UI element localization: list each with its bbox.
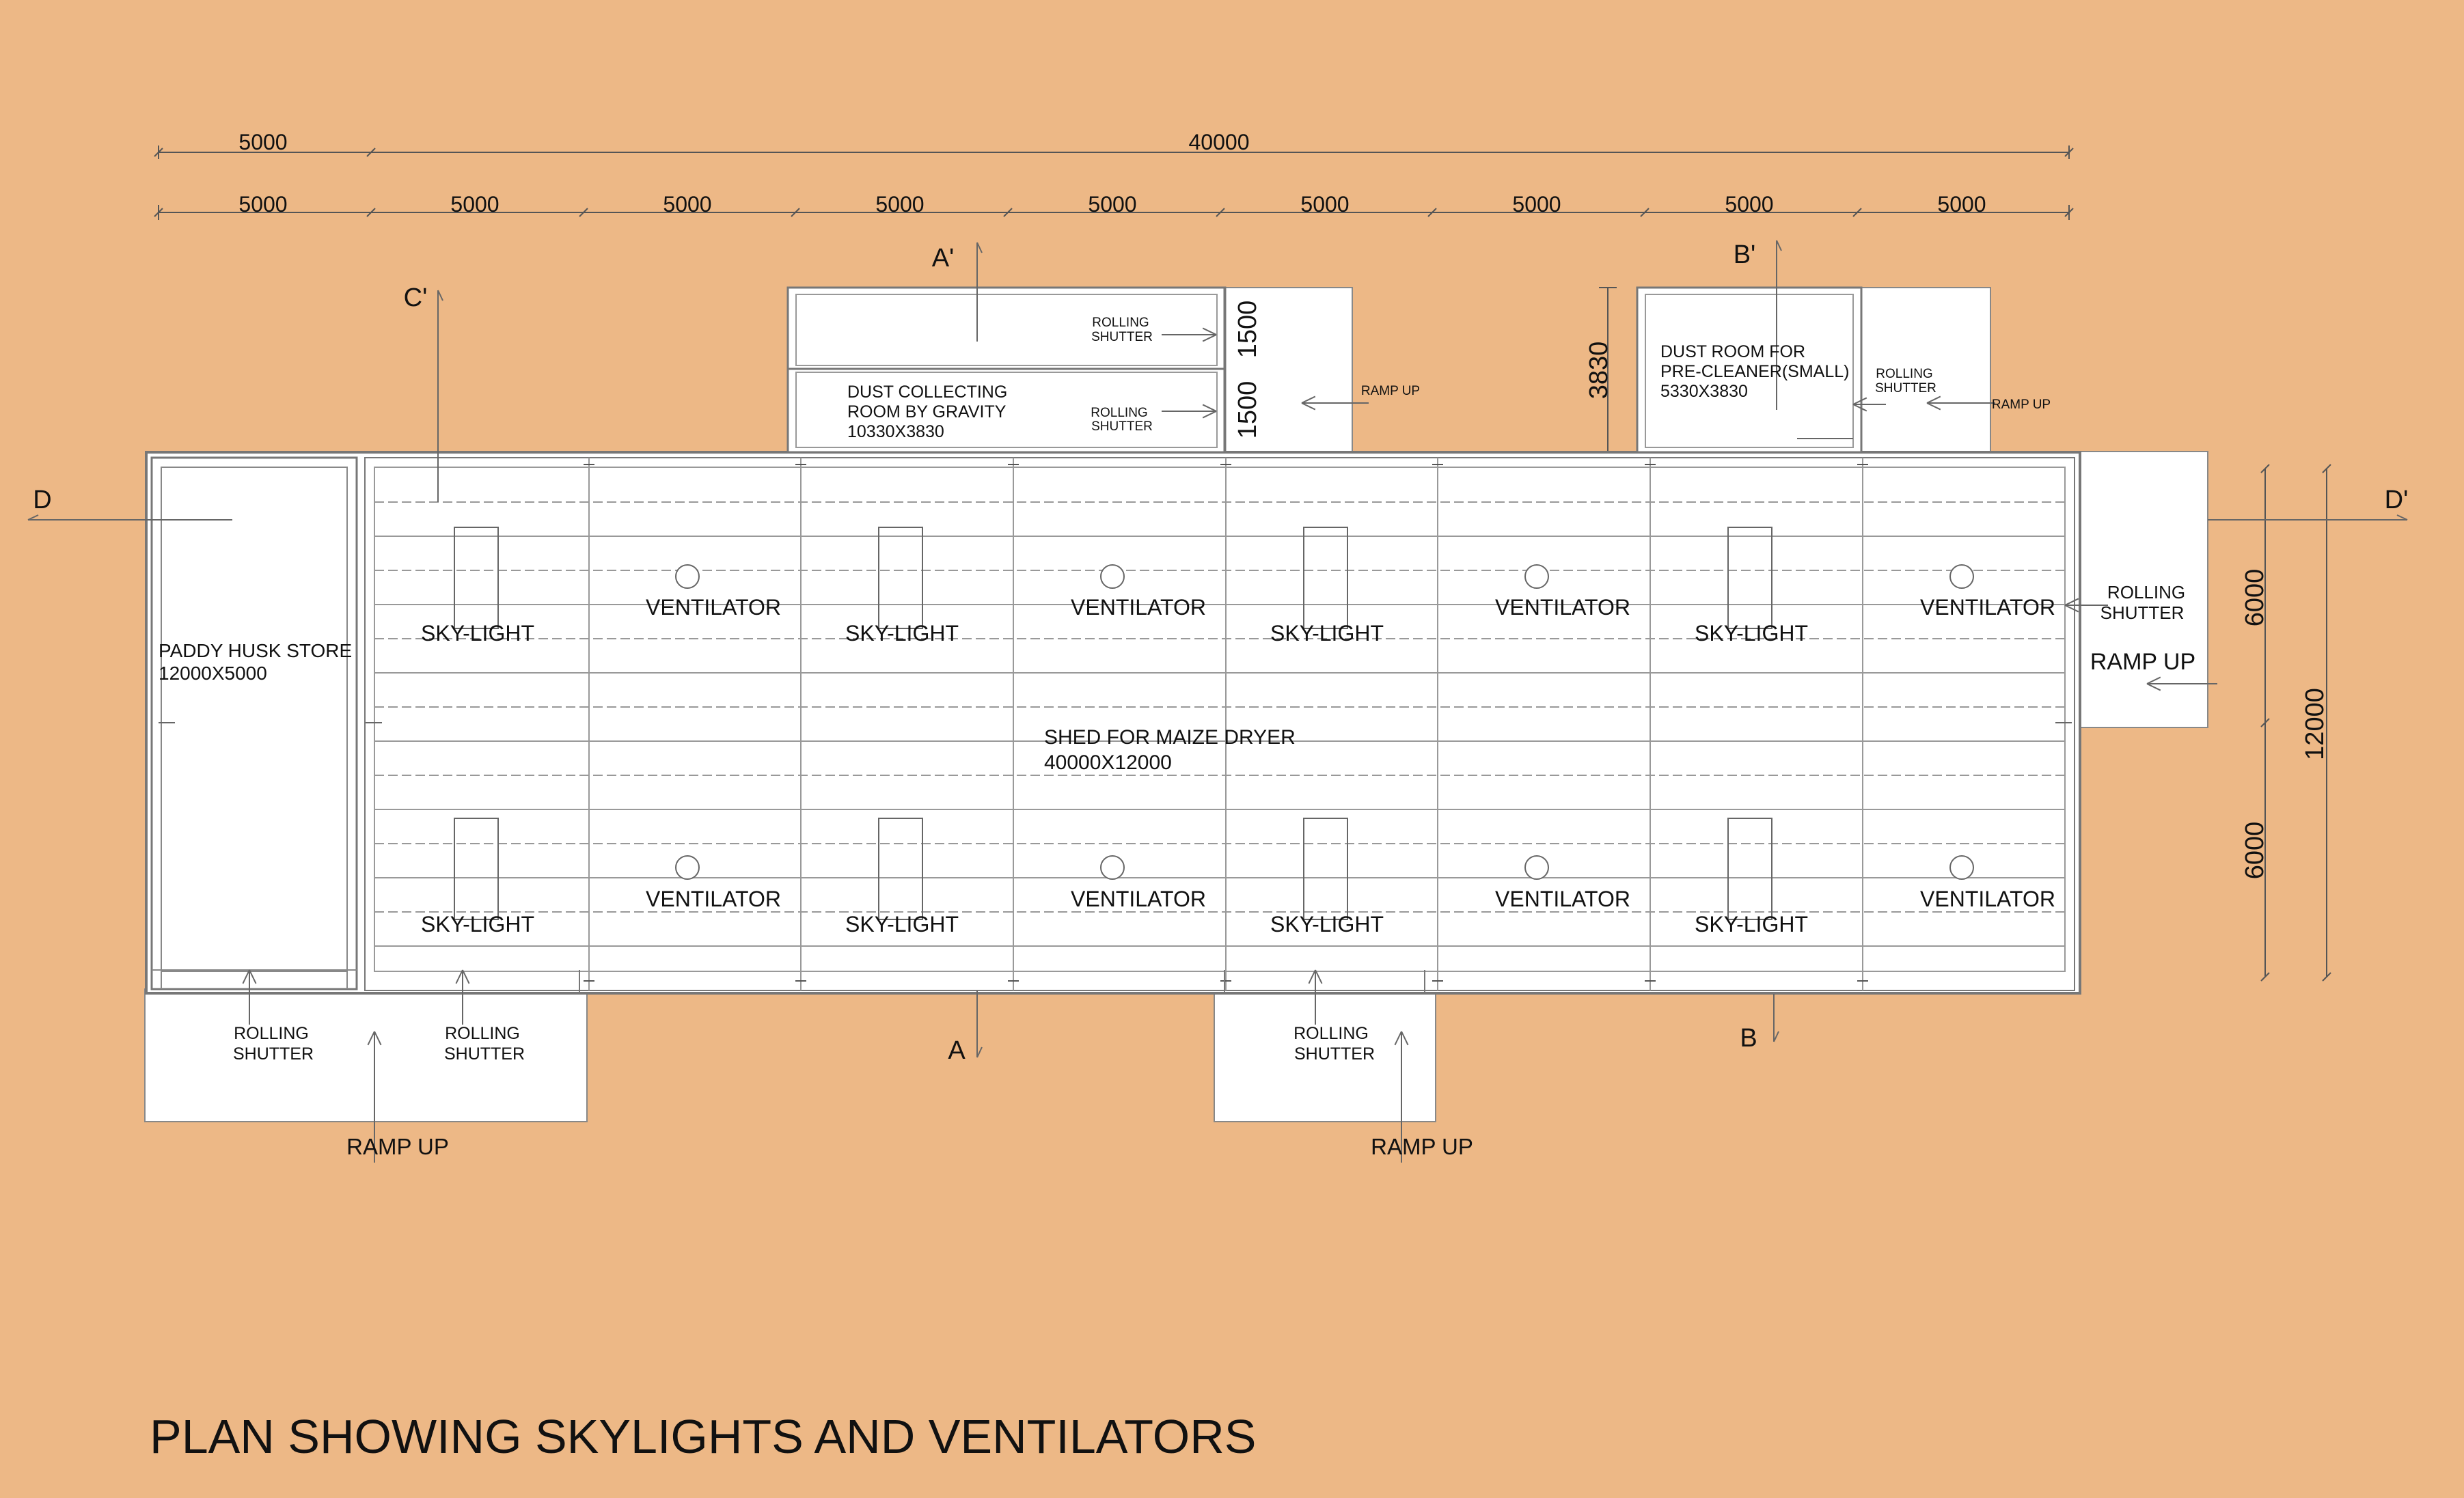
ramp-right-label: RAMP UP xyxy=(2090,649,2196,675)
dim-bay-2: 5000 xyxy=(450,192,499,217)
shutter-right-line1: ROLLING xyxy=(2107,582,2186,602)
section-d-left-tick xyxy=(28,515,38,520)
section-a-bottom-tick xyxy=(977,1047,982,1057)
section-b-bottom: B xyxy=(1740,1024,1757,1053)
dim-bay-9: 5000 xyxy=(1937,192,1986,217)
shutter-right-line2: SHUTTER xyxy=(2100,602,2185,623)
dim-overall-left: 5000 xyxy=(238,130,288,154)
section-b-top-tick xyxy=(1777,240,1781,251)
ventilator-label: VENTILATOR xyxy=(646,887,781,911)
ramp-dr-label: RAMP UP xyxy=(1991,398,2051,412)
ventilator xyxy=(1525,856,1548,879)
ventilator xyxy=(676,856,699,879)
paddy-store-name: PADDY HUSK STORE xyxy=(159,640,353,661)
dust-collecting-name-2: ROOM BY GRAVITY xyxy=(847,402,1007,421)
skylight-label: SKY-LIGHT xyxy=(1270,621,1384,646)
dim-bay-3: 5000 xyxy=(663,192,712,217)
ramp-dc-label: RAMP UP xyxy=(1360,384,1421,398)
drawing-title: PLAN SHOWING SKYLIGHTS AND VENTILATORS xyxy=(150,1410,1257,1463)
section-b-top: B' xyxy=(1733,240,1756,269)
ventilator-label: VENTILATOR xyxy=(1495,595,1630,620)
shutter-shed-left-line2: SHUTTER xyxy=(443,1044,525,1064)
dim-dust-row-1: 1500 xyxy=(1233,300,1262,359)
shutter-dc-1-line2: SHUTTER xyxy=(1091,330,1153,344)
dim-right-total: 12000 xyxy=(2301,688,2329,760)
ramp-left-label: RAMP UP xyxy=(346,1134,449,1159)
dim-right-lower: 6000 xyxy=(2241,821,2269,880)
shutter-paddy-line2: SHUTTER xyxy=(232,1044,314,1064)
ventilator-label: VENTILATOR xyxy=(1071,887,1206,911)
ventilator xyxy=(1950,565,1973,588)
ventilator xyxy=(1101,565,1124,588)
section-a-bottom: A xyxy=(948,1036,966,1065)
section-c-tick xyxy=(438,290,443,301)
shed-size: 40000X12000 xyxy=(1044,751,1172,774)
dim-bay-6: 5000 xyxy=(1300,192,1350,217)
ventilator-label: VENTILATOR xyxy=(1071,595,1206,620)
dim-overall-total: 40000 xyxy=(1188,130,1250,154)
paddy-husk-store-outline xyxy=(152,458,357,989)
dust-room-name-1: DUST ROOM FOR xyxy=(1660,342,1806,361)
ventilator xyxy=(1525,565,1548,588)
skylight-label: SKY-LIGHT xyxy=(1695,621,1808,646)
dim-dust-row-2: 1500 xyxy=(1233,380,1262,439)
skylight-label: SKY-LIGHT xyxy=(1270,912,1384,937)
skylight-label: SKY-LIGHT xyxy=(421,912,534,937)
ventilator xyxy=(1950,856,1973,879)
skylight-label: SKY-LIGHT xyxy=(845,621,959,646)
shutter-paddy-line1: ROLLING xyxy=(234,1024,309,1043)
paddy-store-size: 12000X5000 xyxy=(159,663,267,684)
ventilator-label: VENTILATOR xyxy=(1495,887,1630,911)
skylight-label: SKY-LIGHT xyxy=(845,912,959,937)
shutter-dc-1-line1: ROLLING xyxy=(1092,316,1149,330)
building-outline xyxy=(145,288,2208,1122)
dim-bay-4: 5000 xyxy=(875,192,925,217)
skylight-label: SKY-LIGHT xyxy=(1695,912,1808,937)
shed-name: SHED FOR MAIZE DRYER xyxy=(1044,726,1296,749)
shutter-middle-line2: SHUTTER xyxy=(1293,1044,1375,1064)
shutter-dr-line2: SHUTTER xyxy=(1875,381,1936,396)
section-d-right-tick xyxy=(2397,515,2407,520)
dim-bay-1: 5000 xyxy=(238,192,288,217)
dust-collecting-name-1: DUST COLLECTING xyxy=(847,383,1008,402)
dim-dust-room-height: 3830 xyxy=(1585,341,1613,400)
dim-bay-7: 5000 xyxy=(1512,192,1561,217)
section-c-top: C' xyxy=(403,283,428,312)
shutter-dc-2-line2: SHUTTER xyxy=(1091,419,1153,434)
shutter-shed-left-line1: ROLLING xyxy=(445,1024,520,1043)
dim-bay-5: 5000 xyxy=(1088,192,1137,217)
section-b-bottom-tick xyxy=(1774,1031,1779,1042)
ventilator xyxy=(676,565,699,588)
section-a-top: A' xyxy=(931,244,955,273)
shutter-middle-line1: ROLLING xyxy=(1293,1024,1369,1043)
section-a-top-tick xyxy=(977,242,982,253)
ventilator-label: VENTILATOR xyxy=(646,595,781,620)
skylight-label: SKY-LIGHT xyxy=(421,621,534,646)
dim-right-upper: 6000 xyxy=(2241,568,2269,627)
shutter-dr-line1: ROLLING xyxy=(1876,367,1933,381)
dim-bay-8: 5000 xyxy=(1725,192,1774,217)
dust-room-size: 5330X3830 xyxy=(1660,382,1748,401)
ventilator xyxy=(1101,856,1124,879)
dust-collecting-size: 10330X3830 xyxy=(847,422,944,441)
ventilator-label: VENTILATOR xyxy=(1920,887,2055,911)
dust-room-name-2: PRE-CLEANER(SMALL) xyxy=(1660,362,1850,381)
section-d-right: D' xyxy=(2384,486,2409,514)
shutter-dc-2-line1: ROLLING xyxy=(1091,406,1148,420)
section-d-left: D xyxy=(33,486,52,514)
ramp-middle-label: RAMP UP xyxy=(1371,1134,1473,1159)
ventilator-label: VENTILATOR xyxy=(1920,595,2055,620)
